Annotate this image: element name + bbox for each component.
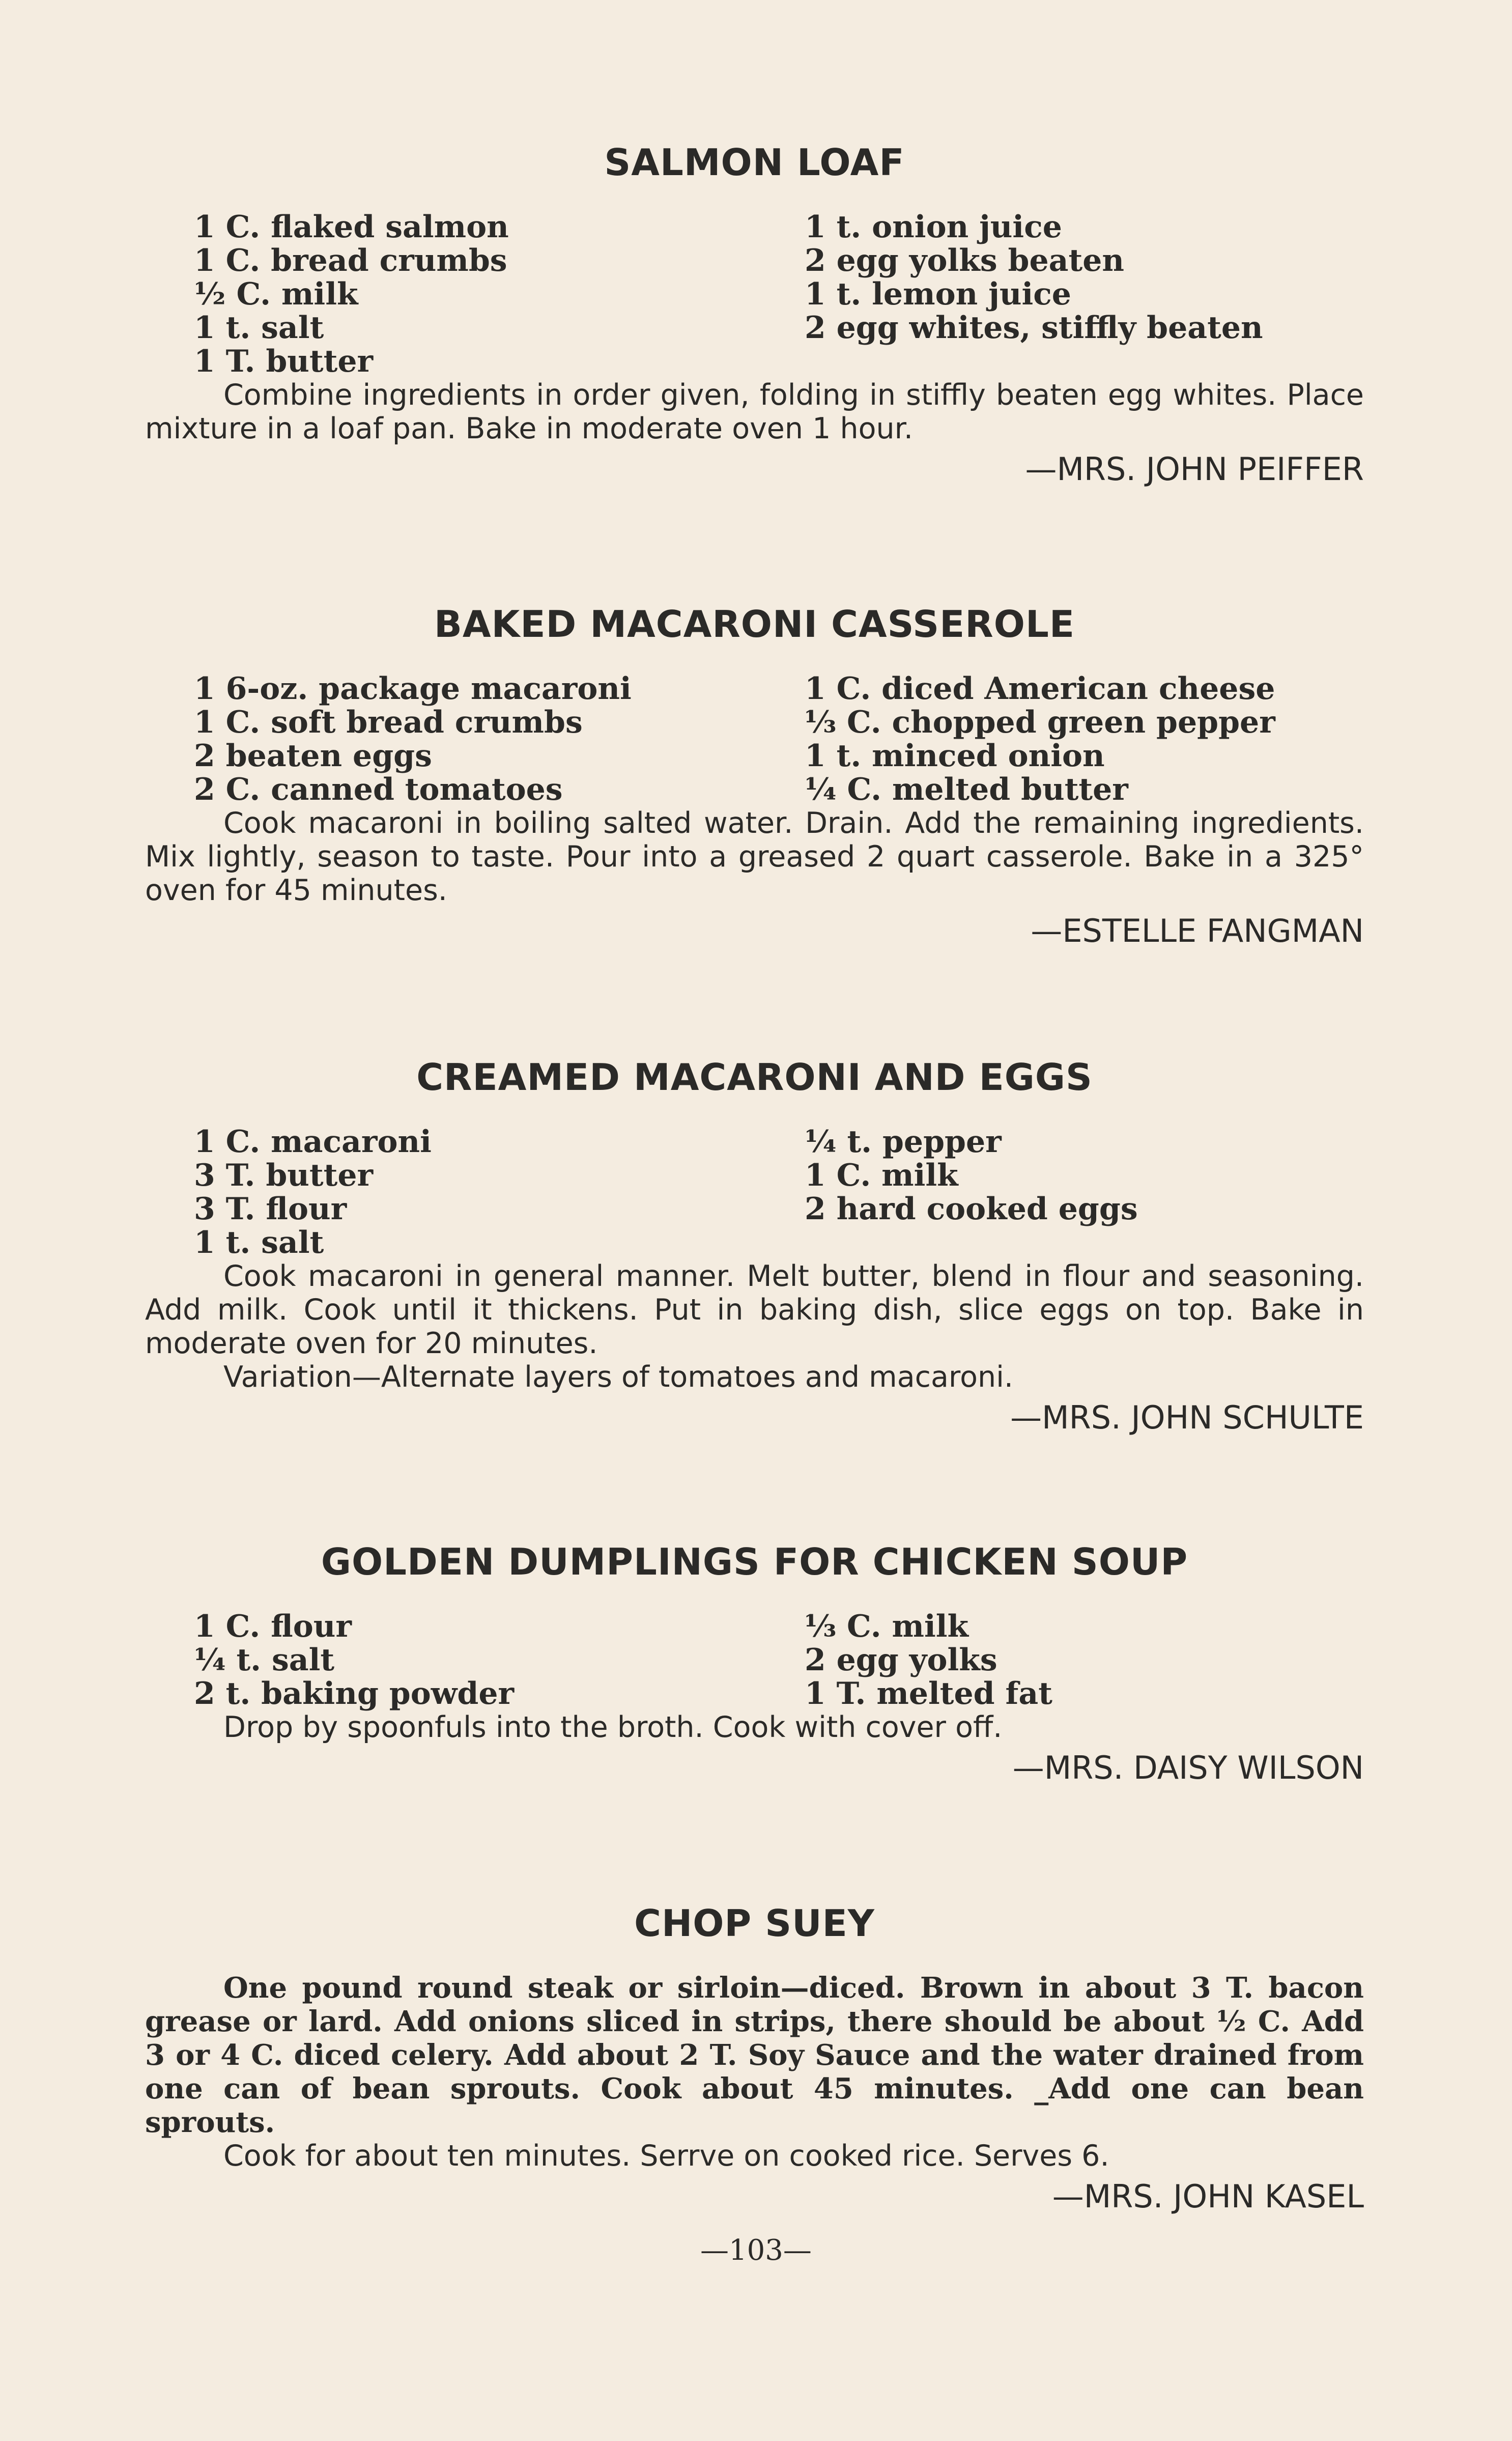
recipe-credit: —MRS. DAISY WILSON bbox=[1012, 1749, 1364, 1786]
page-number: —103— bbox=[700, 2234, 812, 2267]
ingredient: 3 T. flour bbox=[194, 1191, 347, 1227]
ingredient-column-right bbox=[805, 1125, 1138, 1226]
ingredient: 2 egg yolks beaten bbox=[805, 243, 1125, 278]
ingredient-list bbox=[145, 1125, 1364, 1259]
instructions: Combine ingredients in order given, folding in stiffly beaten egg whites. Place mixture in a loaf pan. Bake in moderate oven 1 hour. bbox=[145, 378, 1364, 445]
ingredient-column-left bbox=[194, 672, 632, 806]
instructions: Cook macaroni in general manner. Melt butter, blend in flour and seasoning. Add milk. Cook until it thickens. Put in baking dish, slice eggs on top. Bake in moderate oven for 20 minutes. bbox=[145, 1259, 1364, 1360]
ingredient: ¼ t. pepper bbox=[805, 1124, 1002, 1160]
ingredient: ⅓ C. milk bbox=[805, 1609, 969, 1644]
ingredient: 2 hard cooked eggs bbox=[805, 1191, 1138, 1227]
ingredient: 3 T. butter bbox=[194, 1158, 374, 1193]
ingredient: 1 t. onion juice bbox=[805, 209, 1062, 245]
ingredient: 1 t. salt bbox=[194, 310, 324, 346]
serving-note: Cook for about ten minutes. Serrve on cooked rice. Serves 6. bbox=[223, 2139, 1109, 2173]
recipe-golden-dumplings bbox=[145, 1540, 1364, 1786]
ingredient-column-left bbox=[194, 1610, 514, 1710]
ingredient: 2 egg yolks bbox=[805, 1642, 997, 1678]
recipe-title: BAKED MACARONI CASSEROLE bbox=[434, 603, 1075, 646]
ingredient: 1 t. salt bbox=[194, 1225, 324, 1260]
recipe-salmon-loaf bbox=[145, 141, 1364, 488]
ingredient-column-right bbox=[805, 210, 1263, 345]
recipe-credit: —MRS. JOHN PEIFFER bbox=[1025, 451, 1364, 488]
ingredient: 1 C. flour bbox=[194, 1609, 352, 1644]
ingredient-column-left bbox=[194, 210, 509, 378]
ingredient-column-right bbox=[805, 672, 1275, 806]
instructions: Drop by spoonfuls into the broth. Cook with cover off. bbox=[223, 1710, 1003, 1744]
instructions: Cook macaroni in boiling salted water. Drain. Add the remaining ingredients. Mix lightly, season to taste. Pour into a greased 2 quart casserole. Bake in a 325° oven for 45 minutes. bbox=[145, 806, 1364, 907]
variation-note: Variation—Alternate layers of tomatoes and macaroni. bbox=[223, 1360, 1014, 1394]
recipe-title: GOLDEN DUMPLINGS FOR CHICKEN SOUP bbox=[321, 1540, 1188, 1583]
recipe-title: CHOP SUEY bbox=[634, 1902, 875, 1945]
ingredient-column-right bbox=[805, 1610, 1052, 1710]
ingredient-list bbox=[145, 210, 1364, 378]
ingredient-list bbox=[145, 672, 1364, 806]
instructions: One pound round steak or sirloin—diced. Brown in about 3 T. bacon grease or lard. Add onions sliced in strips, there should be about ½ C. Add 3 or 4 C. diced celery. Add about 2 T. Soy Sauce and the water drained from one can of bean sprouts. Cook about 45 minutes. _Add one can bean sprouts. bbox=[145, 1971, 1364, 2139]
ingredient: 1 C. milk bbox=[805, 1158, 958, 1193]
ingredient: 1 t. minced onion bbox=[805, 738, 1105, 774]
ingredient: ⅓ C. chopped green pepper bbox=[805, 705, 1275, 740]
ingredient: 2 t. baking powder bbox=[194, 1676, 515, 1711]
ingredient-list bbox=[145, 1610, 1364, 1710]
ingredient: 1 C. bread crumbs bbox=[194, 243, 507, 278]
recipe-credit: —MRS. JOHN KASEL bbox=[1052, 2178, 1364, 2215]
recipe-credit: —MRS. JOHN SCHULTE bbox=[1010, 1399, 1364, 1436]
ingredient: ¼ t. salt bbox=[194, 1642, 335, 1678]
recipe-credit: —ESTELLE FANGMAN bbox=[1031, 912, 1364, 949]
recipe-chop-suey bbox=[145, 1902, 1364, 2215]
recipe-creamed-macaroni-and-eggs bbox=[145, 1056, 1364, 1436]
ingredient: ¼ C. melted butter bbox=[805, 772, 1128, 807]
ingredient: 2 beaten eggs bbox=[194, 738, 432, 774]
ingredient: 1 C. flaked salmon bbox=[194, 209, 509, 245]
ingredient: 1 T. butter bbox=[194, 344, 374, 379]
ingredient: 2 C. canned tomatoes bbox=[194, 772, 563, 807]
ingredient: 1 C. diced American cheese bbox=[805, 671, 1275, 707]
ingredient: 1 C. soft bread crumbs bbox=[194, 705, 583, 740]
ingredient: 1 t. lemon juice bbox=[805, 276, 1071, 312]
ingredient: 1 C. macaroni bbox=[194, 1124, 432, 1160]
recipe-title: CREAMED MACARONI AND EGGS bbox=[416, 1056, 1093, 1099]
ingredient-column-left bbox=[194, 1125, 432, 1259]
ingredient: 1 T. melted fat bbox=[805, 1676, 1052, 1711]
ingredient: 2 egg whites, stiffly beaten bbox=[805, 310, 1263, 346]
recipe-baked-macaroni-casserole bbox=[145, 603, 1364, 949]
recipe-title: SALMON LOAF bbox=[604, 141, 905, 184]
ingredient: ½ C. milk bbox=[194, 276, 358, 312]
ingredient: 1 6-oz. package macaroni bbox=[194, 671, 632, 707]
